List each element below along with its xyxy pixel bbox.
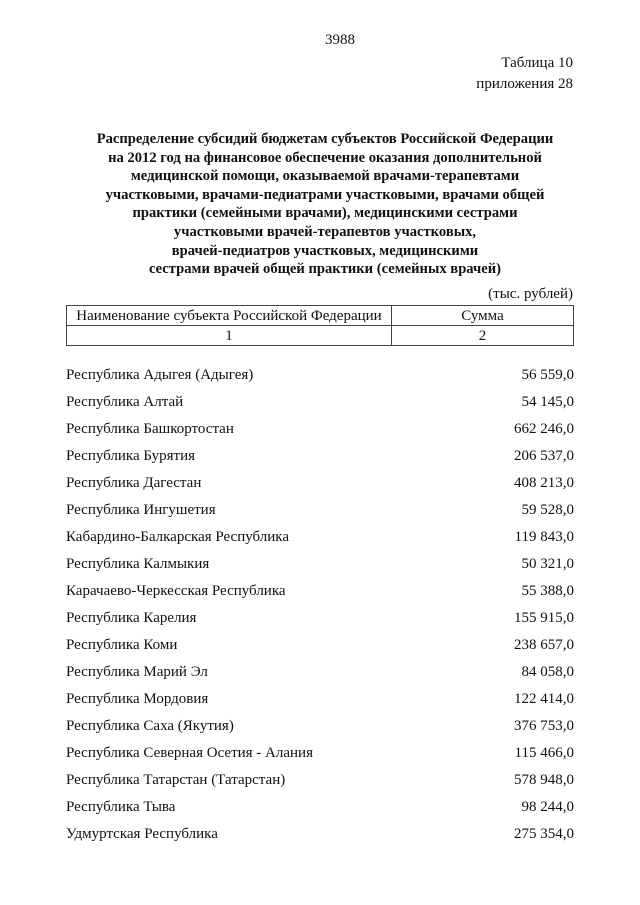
header-row	[67, 306, 574, 326]
subject-name: Республика Татарстан (Татарстан)	[66, 772, 286, 788]
subsidy-amount: 84 058,0	[521, 664, 574, 680]
table-row	[66, 553, 574, 580]
table-row	[66, 661, 574, 688]
subsidy-amount: 98 244,0	[521, 799, 574, 815]
subsidy-amount: 54 145,0	[521, 394, 574, 410]
subject-name: Республика Дагестан	[66, 475, 202, 491]
table-row	[66, 607, 574, 634]
title-line: медицинской помощи, оказываемой врачами-терапевтами	[130, 168, 520, 185]
subject-name: Кабардино-Балкарская Республика	[66, 529, 290, 545]
subsidy-amount: 206 537,0	[514, 448, 574, 464]
table-label: Таблица 10	[501, 55, 573, 71]
subsidy-amount: 50 321,0	[521, 556, 574, 572]
subsidy-amount: 155 915,0	[514, 610, 574, 626]
table-reference	[476, 53, 573, 95]
table-row	[66, 688, 574, 715]
table-row	[66, 769, 574, 796]
subject-name: Карачаево-Черкесская Республика	[66, 583, 286, 599]
subsidy-amount: 578 948,0	[514, 772, 574, 788]
subject-name: Удмуртская Республика	[66, 826, 218, 842]
subsidy-amount: 59 528,0	[521, 502, 574, 518]
subject-name: Республика Коми	[66, 637, 178, 653]
subject-name: Республика Саха (Якутия)	[66, 718, 234, 734]
table-header	[66, 305, 574, 346]
appendix-label: приложения 28	[476, 76, 573, 92]
title-line: на 2012 год на финансовое обеспечение оказания дополнительной	[108, 149, 542, 166]
table-row	[66, 742, 574, 769]
subject-name: Республика Бурятия	[66, 448, 196, 464]
table-row	[66, 634, 574, 661]
table-row	[66, 580, 574, 607]
table-row	[66, 526, 574, 553]
table-row	[66, 418, 574, 445]
subsidy-amount: 122 414,0	[514, 691, 574, 707]
table-row	[66, 715, 574, 742]
subsidy-amount: 115 466,0	[514, 745, 574, 761]
title-line: Распределение субсидий бюджетам субъектов Российской Федерации	[96, 131, 554, 147]
column-header-amount: Сумма	[392, 306, 574, 326]
subject-name: Республика Северная Осетия - Алания	[66, 745, 313, 761]
column-number-row	[67, 326, 574, 346]
subject-name: Республика Ингушетия	[66, 502, 216, 518]
subsidy-amount: 408 213,0	[514, 475, 574, 491]
page-number: 3988	[325, 32, 355, 48]
table-body	[66, 364, 574, 850]
subject-name: Республика Карелия	[66, 610, 197, 626]
table-row	[66, 796, 574, 823]
subject-name: Республика Алтай	[66, 394, 184, 410]
table-row	[66, 472, 574, 499]
subsidy-amount: 275 354,0	[514, 826, 574, 842]
subsidy-amount: 55 388,0	[521, 583, 574, 599]
table-row	[66, 364, 574, 391]
subject-name: Республика Калмыкия	[66, 556, 210, 572]
column-number-2: 2	[392, 326, 574, 346]
title-line: участковыми, врачами-педиатрами участковыми, врачами общей	[105, 186, 545, 203]
column-number-1: 1	[67, 326, 392, 346]
subject-name: Республика Адыгея (Адыгея)	[66, 367, 254, 383]
subject-name: Республика Тыва	[66, 799, 176, 815]
subject-name: Республика Мордовия	[66, 691, 209, 707]
title-line: практики (семейными врачами), медицинскими сестрами	[132, 205, 518, 222]
table-row	[66, 445, 574, 472]
title-line: сестрами врачей общей практики (семейных врачей)	[149, 261, 501, 278]
table-row	[66, 499, 574, 526]
table-row	[66, 391, 574, 418]
subsidy-amount: 662 246,0	[514, 421, 574, 437]
subsidy-amount: 376 753,0	[514, 718, 574, 734]
subject-name: Республика Марий Эл	[66, 664, 208, 680]
column-header-name: Наименование субъекта Российской Федерации	[67, 306, 392, 326]
table-row	[66, 823, 574, 850]
title-line: врачей-педиатров участковых, медицинскими	[171, 242, 479, 259]
title-line: участковыми врачей-терапевтов участковых,	[173, 223, 477, 240]
subsidy-amount: 238 657,0	[514, 637, 574, 653]
subsidy-amount: 119 843,0	[514, 529, 574, 545]
units-label: (тыс. рублей)	[488, 286, 573, 302]
subject-name: Республика Башкортостан	[66, 421, 234, 437]
document-title	[70, 130, 580, 279]
subsidy-amount: 56 559,0	[521, 367, 574, 383]
